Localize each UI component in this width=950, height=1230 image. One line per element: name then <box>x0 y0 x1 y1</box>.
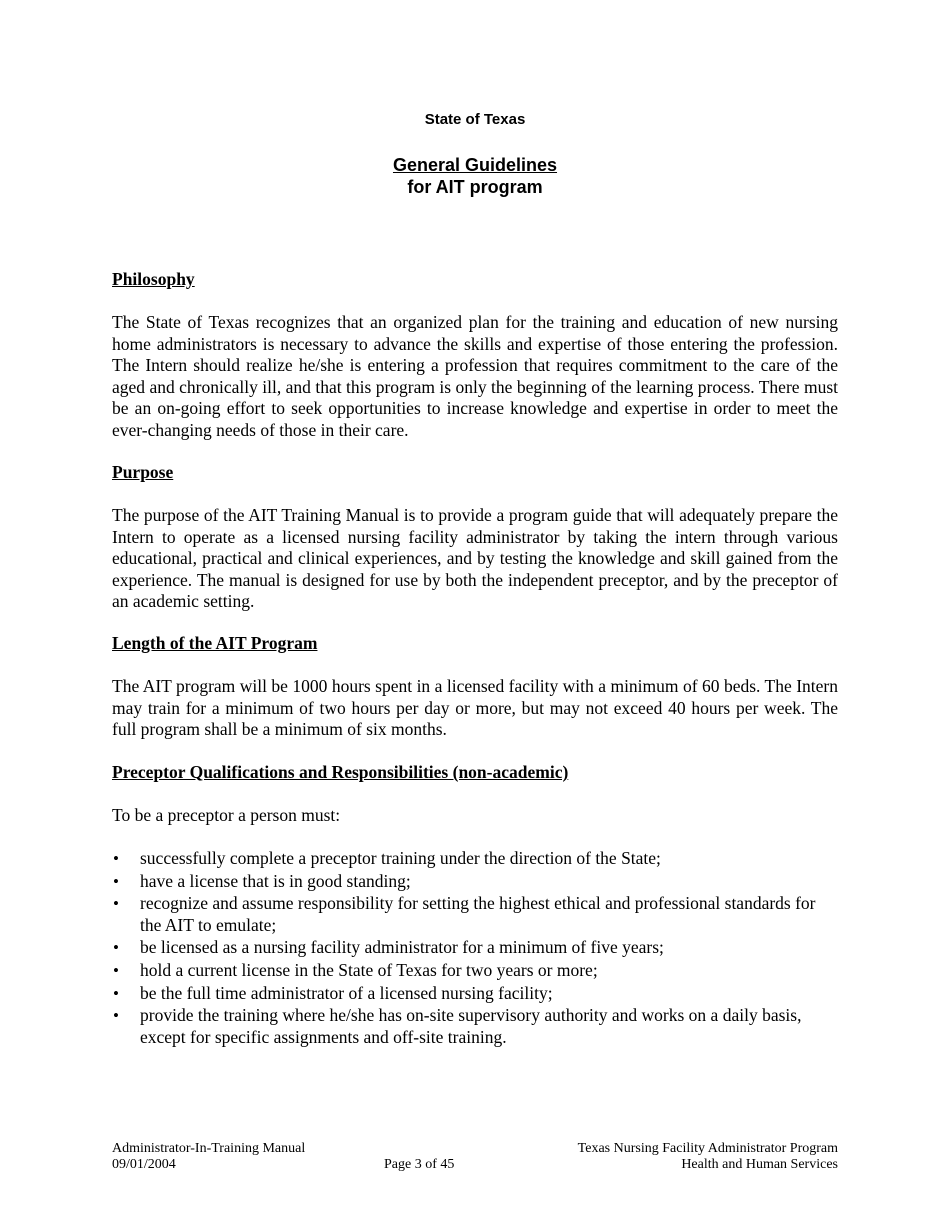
footer-date: 09/01/2004 <box>112 1157 176 1172</box>
list-item-text: recognize and assume responsibility for setting the highest ethical and professional standards for the AIT to emulate; <box>140 893 816 935</box>
list-item-text: hold a current license in the State of Texas for two years or more; <box>140 959 598 980</box>
preceptor-intro-block <box>112 805 838 827</box>
list-item <box>112 1005 838 1048</box>
footer-manual-name: Administrator-In-Training Manual <box>112 1141 306 1156</box>
list-item <box>112 983 838 1005</box>
list-item <box>112 893 838 936</box>
length-section <box>112 676 838 741</box>
purpose-paragraph: The purpose of the AIT Training Manual is to provide a program guide that will adequately prepare the Intern to operate as a licensed nursing facility administrator by taking the intern through various educational, practical and clinical experiences, and by testing the knowledge and skill gained from the experience. The manual is designed for use by both the independent preceptor, and by the preceptor of an academic setting. <box>112 505 838 612</box>
length-paragraph: The AIT program will be 1000 hours spent in a licensed facility with a minimum of 60 beds. The Intern may train for a minimum of two hours per day or more, but may not exceed 40 hours per week. The full program shall be a minimum of six months. <box>112 676 838 740</box>
page-number: Page 3 of 45 <box>384 1157 455 1172</box>
length-heading: Length of the AIT Program <box>112 633 318 653</box>
state-heading: State of Texas <box>424 111 526 128</box>
list-item <box>112 937 838 959</box>
bullet-icon: • <box>113 849 119 868</box>
list-item <box>112 848 838 870</box>
list-item-text: be licensed as a nursing facility administrator for a minimum of five years; <box>140 937 664 958</box>
purpose-section <box>112 505 838 613</box>
list-item-text: successfully complete a preceptor training under the direction of the State; <box>140 848 661 868</box>
list-item <box>112 871 838 893</box>
footer-agency: Health and Human Services <box>681 1157 838 1172</box>
list-item-text: be the full time administrator of a licensed nursing facility; <box>140 982 553 1003</box>
bullet-icon: • <box>113 938 119 958</box>
philosophy-paragraph: The State of Texas recognizes that an organized plan for the training and education of new nursing home administrators is necessary to advance the skills and expertise of those entering the profession. The Intern should realize he/she is entering a profession that requires commitment to the care of the aged and chronically ill, and that this program is only the beginning of the learning process. There must be an on-going effort to seek opportunities to increase knowledge and expertise in order to meet the ever-changing needs of those in their care. <box>112 312 838 440</box>
footer-left <box>112 1141 305 1173</box>
purpose-heading: Purpose <box>112 462 174 482</box>
bullet-icon: • <box>113 894 119 914</box>
footer-program-name: Texas Nursing Facility Administrator Program <box>577 1141 838 1156</box>
list-item-text: provide the training where he/she has on-site supervisory authority and works on a daily basis, except for specific assignments and off-site training. <box>140 1005 802 1047</box>
list-item-text: have a license that is in good standing; <box>140 870 411 891</box>
bullet-icon: • <box>113 960 119 980</box>
subtitle-line: for AIT program <box>407 177 543 197</box>
title-line: General Guidelines <box>392 155 558 175</box>
document-title <box>0 154 950 198</box>
preceptor-intro: To be a preceptor a person must: <box>112 805 341 825</box>
philosophy-heading: Philosophy <box>112 269 195 289</box>
bullet-icon: • <box>113 1006 119 1026</box>
philosophy-section <box>112 312 838 442</box>
preceptor-heading: Preceptor Qualifications and Responsibilities (non-academic) <box>112 762 569 782</box>
bullet-icon: • <box>113 871 119 891</box>
preceptor-requirements-list <box>112 848 838 1049</box>
footer-right <box>578 1141 838 1173</box>
list-item <box>112 960 838 982</box>
bullet-icon: • <box>113 983 119 1003</box>
